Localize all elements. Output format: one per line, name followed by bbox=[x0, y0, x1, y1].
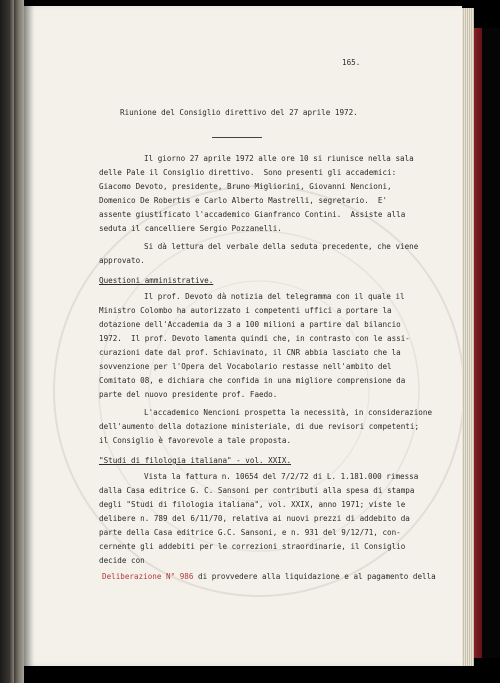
p5-line: Vista la fattura n. 10654 del 7/2/72 di L. 1.181.000 rimessa bbox=[144, 472, 419, 481]
p2-line: Si dà lettura del verbale della seduta precedente, che viene bbox=[144, 242, 419, 251]
p3-line: sovvenzione per l'Opera del Vocabolario restasse nell'ambito del bbox=[99, 362, 392, 371]
p1-line: seduta il cancelliere Sergio Pozzanelli. bbox=[99, 224, 282, 233]
p5-line: decide con bbox=[99, 556, 145, 565]
p1-line: Domenico De Robertis e Carlo Alberto Mastrelli, segretario. E' bbox=[99, 196, 388, 205]
section-heading-administrative: Questioni amministrative. bbox=[99, 276, 214, 285]
p3-line: Comitato 08, e dichiara che confida in una migliore comprensione da bbox=[99, 376, 406, 385]
p1-line: assente giustificato l'accademico Gianfranco Contini. Assiste alla bbox=[99, 210, 406, 219]
p3-line: dotazione dell'Accademia da 3 a 100 milioni a partire dal bilancio bbox=[99, 320, 401, 329]
p5-line: parte della Casa editrice G.C. Sansoni, e n. 931 del 9/12/71, con- bbox=[99, 528, 401, 537]
p2-line: approvato. bbox=[99, 256, 145, 265]
deliberation-label: Deliberazione N° 986 bbox=[102, 572, 194, 581]
page-edges bbox=[462, 8, 474, 666]
document-page bbox=[24, 6, 462, 666]
p3-line: parte del nuovo presidente prof. Faedo. bbox=[99, 390, 278, 399]
page-number: 165. bbox=[342, 58, 361, 67]
deliberation-text: di provvedere alla liquidazione e al pagamento della bbox=[193, 572, 436, 581]
p3-line: Ministro Colombo ha autorizzato i competenti uffici a portare la bbox=[99, 306, 392, 315]
p5-line: cernente gli addebiti per le correzioni straordinarie, il Consiglio bbox=[99, 542, 406, 551]
title-rule bbox=[212, 137, 262, 138]
book-cover-edge bbox=[474, 28, 482, 658]
p1-line: delle Pale il Consiglio direttivo. Sono presenti gli accademici: bbox=[99, 168, 397, 177]
p1-line: Giacomo Devoto, presidente, Bruno Migliorini, Giovanni Nencioni, bbox=[99, 182, 392, 191]
document-title: Riunione del Consiglio direttivo del 27 aprile 1972. bbox=[120, 108, 358, 117]
p4-line: dell'aumento della dotazione ministeriale, di due revisori competenti; bbox=[99, 422, 420, 431]
section-heading-studi: "Studi di filologia italiana" - vol. XXIX. bbox=[99, 456, 292, 465]
spine-shadow bbox=[14, 0, 34, 683]
p5-line: degli "Studi di filologia italiana", vol. XXIX, anno 1971; viste le bbox=[99, 500, 406, 509]
p3-line: 1972. Il prof. Devoto lamenta quindi che, in contrasto con le assi- bbox=[99, 334, 410, 343]
p5-line: dalla Casa editrice G. C. Sansoni per contributi alla spesa di stampa bbox=[99, 486, 415, 495]
p3-line: curazioni date dal prof. Schiavinato, il CNR abbia lasciato che la bbox=[99, 348, 401, 357]
p5-line: delibere n. 789 del 6/11/70, relativa ai nuovi prezzi di addebito da bbox=[99, 514, 410, 523]
p3-line: Il prof. Devoto dà notizia del telegramma con il quale il bbox=[144, 292, 405, 301]
p1-line: Il giorno 27 aprile 1972 alle ore 10 si riunisce nella sala bbox=[144, 154, 414, 163]
p4-line: il Consiglio è favorevole a tale proposta. bbox=[99, 436, 292, 445]
p4-line: L'accademico Nencioni prospetta la necessità, in considerazione bbox=[144, 408, 433, 417]
deliberation-line bbox=[102, 572, 436, 581]
background-right bbox=[482, 28, 500, 658]
document-text bbox=[24, 6, 462, 666]
